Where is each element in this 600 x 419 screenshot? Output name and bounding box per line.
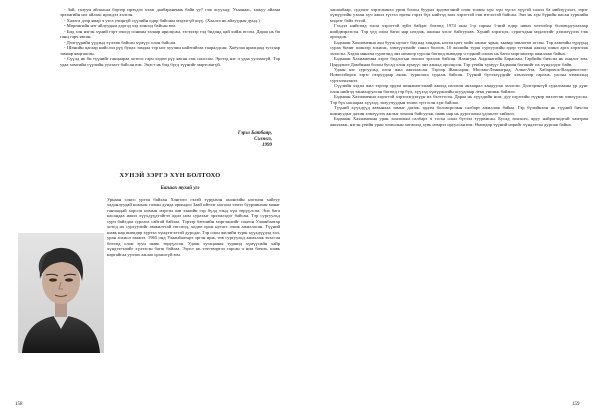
dialog-line: - Хаалга дээр ямар ч утга учиргүй сүүлийн өдөр байснаа мэдээгүй шүү. (Хаалга нь айлуудын дунд.) [64, 17, 260, 23]
signature-block [238, 131, 272, 149]
dialog-line: - Мөрөнгийн нэг айлуудын дэргэд хэд хоноод байсан юм. [64, 23, 177, 29]
dialog-line: - Дэлгүүрийн үүдэнд хүлээж байсан хүмүүс олон байсан. [64, 39, 177, 45]
left-bio-text [107, 197, 280, 393]
body-paragraph: Гэхдээ нийгэмд олон хэрэгтэй зүйл байдаг бөгөөд 1974 оны 1-р сарын 1-ний өдөр шинэ хөтөлбөр боловсруулахаар шийдвэрлэсэн. Тэр үед олон багш нар нэгдэж, ажлын хэсэг байгуулав. Хүний хэрэгцээ, сурагчдын мэдлэгийг дээшлүүлэх гэж оролдов. [330, 23, 588, 40]
dialog-line: - Бид хэн нэгэн хүний гэрт очоод сонины талаар ярилцсан, тэгэхээр тэд бидэнд цай хийж өгсөн. Дараа нь би ганц гарч явсан. [60, 28, 280, 40]
dialog-line: - Зай, галуун айлаасаа бэрээр ирэхдээ хэлж даабараненнь байв уу? гэж асуухад: Ухаанаас, хажуу айлын эрхэнгийн нэг айлаас ирэхдээ хэлсэн. [60, 7, 280, 18]
section-subtitle: Багшах тухай угэ [160, 186, 200, 191]
page-number-right: 159 [572, 402, 580, 407]
portrait-illustration [18, 233, 104, 353]
right-column-text [330, 7, 588, 395]
dialog-line: - Шөнийн цагаар нийслэл рүү буцах замдаа тэр нэг хуучин найзтайгаа тааралдсан. Хоёулаа ярилцаад тусгаар замаар явцгаасан. [60, 45, 280, 56]
body-paragraph: Бадмаан Хахиаменна уран зохиолын салбарт ч гэсэн олон бүтээл туурвисан. Бусад зохиолч, яруу найрагчидтай хамтран ажиллаж, нэгэн үеийн уран зохиолын хөгжилд хувь нэмрээ оруулсан юм. Өнөөдөр түүний нэрийг хүндэтгэн дурсаж байна. [330, 116, 588, 127]
signature-place: Сэлэнгэ, [254, 137, 272, 142]
body-paragraph: Бадмаан Хахиаменна хэрэг бодлогын зохиол эрхэлж байсан. Ялангуяа Андинагийн Барасаан, Гарбийн бичсэн нь онцлог юм. Цырдэнээ Дамбинаа болон бусад олон хүмүүс энэ ажилд оролцсон. Тэр үеийн хүмүүс Бадмаан багшийг их хүндэлдэг байв. [330, 56, 588, 67]
body-paragraph: Түүний хүүхдүүд аавынхаа замыг дагаж, эрдэм боловсролын салбарт ажиллаж байна. Гэр бүлийнхэн нь түүний бичсэн номнуудыг дахин хэвлүүлэх ажлыг зохион байгуулж, шавь нар нь дурсгалын үдэшлэг хийжээ. [330, 105, 588, 116]
body-paragraph: хашаабаар, сүдэнэг хэрэгжинхэ урин болон буурал эрдэмтэний олон тооны хүн хүн хүсэл хүүгэй сахил ба нийлүүлэлт, зэрэг хүмүүсийн ухаан хүч ажил зүтгэл өргөн гэрээ бүх нийтэд заах хэрэгтэй гэж итгэлтэй байсан. Энэ нь хүн бүрийн насан туршийн мэдлэг байх ёстой. [330, 7, 588, 23]
body-paragraph: Бадмаан Хахиаменна хэрэгтэй хэрэглэгдэхүүн их бэлтгэсэн. Дараа нь хүүхдийн ном, дуу шүлгийн түүвэр эмхэтгэж хэвлүүлсэн. Тэр бүх насаараа хүүхэд, залуучуудын төлөө зүтгэсэн хүн байлаа. [330, 94, 588, 105]
signature-name: Гэрэл Батбаяр, [237, 131, 272, 136]
body-paragraph: Сүүлийн хэдэн жил тэрээр эрдэм шинжилгээний ажилд ихээхэн анхаарал хандуулж эхэлсэн. Дэлгэрэнгүй судалгааны үр дүнг олон нийтэд танилцуулсан бөгөөд гэр бүл, хүүхэд хүмүүжлийн асуудлаар лекц уншиж байжээ. [330, 83, 588, 94]
bio-paragraph: Урнаан сонго ургэн байхан Хэнгито гэлэй түрүнхэн ононгийн нэгэнэн хайгуу хадонлуудай номхон талын дунда орындоо Заай ийтээг ногоон тэмээ бууриинхан манаг ганчаадай хорсон номын мэргэн аав ээжийн гэр бүлд тэнд хүн төрүүлсэн. Энэ бага насандаа ижил хүүхдүүдтэйгээ адил ном сурахыг эрхэмлэдэг байсан. Тэр сургуульд сурч байхдаа сурлага сайтай байлаа. Тэрээр багшийн мэргэжлийг сонгон Улаанбаатар хотод их сургуулийг амжилттай төгсөөд, хөдөө орон нутагт очиж ажилласан. Түүний шавь нар өнөөдөр хүртэл хүндэтгэлтэй дурсдаг. Тэр олон жилийн турш хүүхдүүдэд хэл, уран зохиол заажээ. 1965 онд Улаанбаатарт эргэн ирж, төв сургуульд ажиллаж эхэлсэн бөгөөд олон зуун шавь төрүүлсэн. Удаан хугацааны туршид хүмүүсийн хайр хүндэтгэлийг хүлээсэн багш байлаа. Эцэст нь тэтгэвэртээ гарсан ч ном бичих, шавь нартайгаа уулзах ажлаа орхиогүй юм. [107, 197, 280, 257]
portrait-photo [18, 233, 104, 353]
page-number-left: 158 [15, 402, 23, 407]
left-top-dialog [60, 7, 280, 137]
signature-year: 1999 [262, 143, 272, 148]
body-paragraph: Удаан нэг сургуульд олон жил ажилласан. Тэрээр Жамсаран, Москва-Ленинград, Алма-Ата, Хабаровск-Владивосток-Новосибирск зэрэг газруудаар аялж, туршлага судалж байсан. Түүний бүтээлүүдийг хэвлэлээр гаргаж, улсын хэмжээнд сурталчилжээ. [330, 66, 588, 83]
dialog-line: - Сүүлд нь би түүнийг ганцаараа хотоос гарч хөдөө рүү явсан гэж сонссон. Эргээд нэг ч удаа уулзаагүй. Тэр удаа хамгийн сүүлийн уулзалт байсан юм. Эцэст нь бид бүгд түүнийг мартсангүй. [60, 56, 280, 67]
body-paragraph: Бадмаан Хахиаменна ахн бууж нутагт бидэнд хандаж, нэгэн цагт хийх ажлыг ярьж, заавар зөвлөгөө өгсөн. Тэр хамгийн түрүүнд сурах бичиг шинээр зохиож, хэвлүүлэхийг санал болгов. 10 жилийн турш сургуулийн өдөр тутмын ажилд шинэ арга хэрэглэж эхэлсэн. Хэдэн мянган сурагчид энэ номоор сурсан бөгөөд өнөөдөр ч тэдний олонх нь багш мэргэжлээр ажиллаж байна. [330, 39, 588, 56]
right-page [300, 0, 600, 419]
section-title: ХУНЭЙ ЗЭРГЭ ХҮН БОЛТОХО [119, 172, 221, 179]
